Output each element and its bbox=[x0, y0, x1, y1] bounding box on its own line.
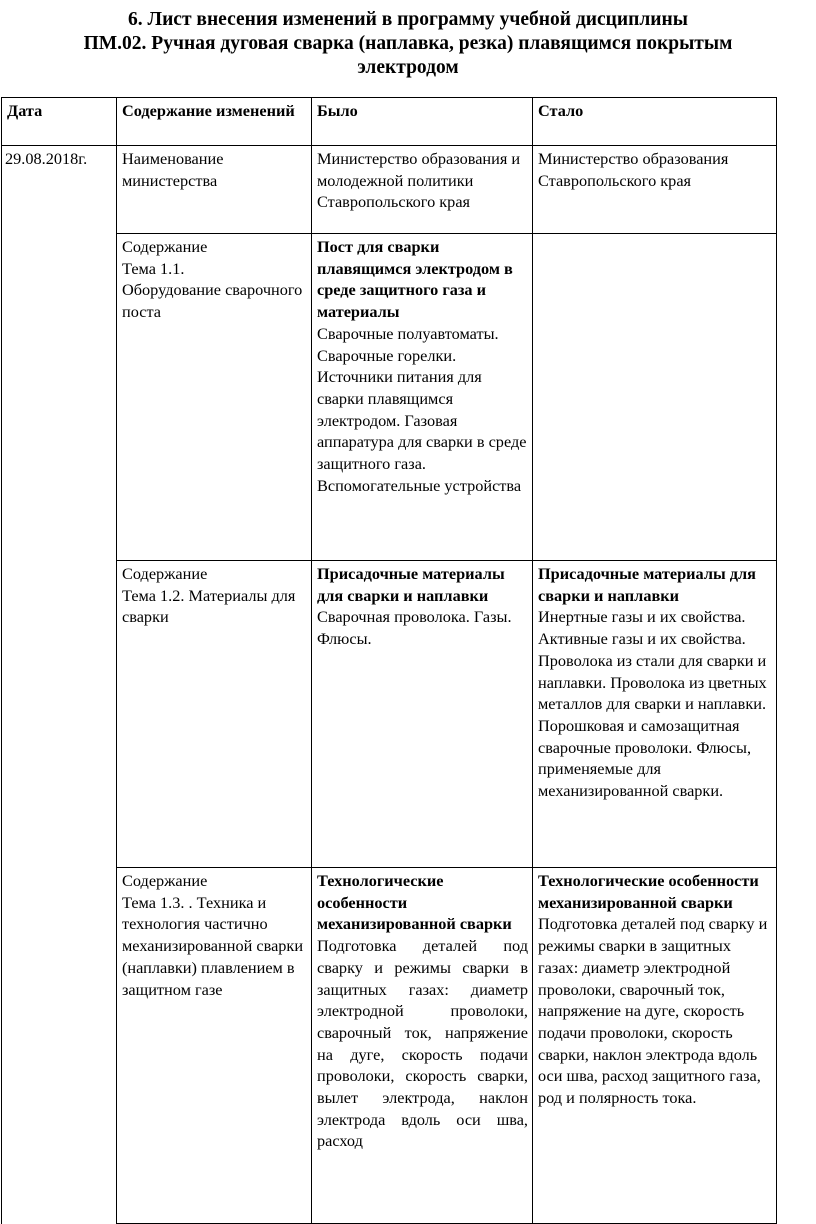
content-line: Тема 1.3. . Техника и технология частично механизированной сварки (наплавки) плавлением в защитном газе bbox=[122, 892, 304, 999]
title-line-2: ПМ.02. Ручная дуговая сварка (наплавка, резка) плавящимся покрытым bbox=[83, 33, 733, 54]
header-became: Стало bbox=[533, 98, 777, 146]
content-line: Тема 1.2. Материалы для сварки bbox=[122, 585, 296, 627]
table-row bbox=[2, 561, 777, 868]
was-cell bbox=[312, 561, 533, 868]
was-cell bbox=[312, 234, 533, 561]
was-cell bbox=[312, 146, 533, 234]
content-line: Содержание bbox=[122, 237, 208, 256]
title-line-3: электродом bbox=[357, 57, 459, 78]
content-line: Содержание bbox=[122, 871, 208, 890]
table-row bbox=[2, 146, 777, 234]
table-row bbox=[2, 868, 777, 1224]
title-line-1: 6. Лист внесения изменений в программу учебной дисциплины bbox=[128, 9, 688, 30]
content-line: министерства bbox=[122, 170, 218, 190]
became-text: Подготовка деталей под сварку и режимы сварки в защитных газах: диаметр электродной проволоки, сварочный ток, напряжение на дуге, скорость подачи проволоки, скорость сварки, наклон электрода вдоль оси шва, расход защитного газа, род и полярность тока. bbox=[538, 914, 768, 1108]
content-cell bbox=[117, 561, 312, 868]
became-cell bbox=[533, 868, 777, 1224]
was-cell bbox=[312, 868, 533, 1224]
table-row bbox=[2, 234, 777, 561]
date-cell: 29.08.2018г. bbox=[2, 146, 117, 1224]
content-line: Содержание bbox=[122, 564, 208, 583]
content-cell bbox=[117, 868, 312, 1224]
header-date: Дата bbox=[2, 98, 117, 146]
header-content: Содержание изменений bbox=[117, 98, 312, 146]
content-cell bbox=[117, 146, 312, 234]
became-heading: Присадочные материалы для сварки и наплавки bbox=[538, 564, 756, 605]
content-line: Оборудование сварочного поста bbox=[122, 280, 303, 322]
became-cell bbox=[533, 561, 777, 868]
became-cell bbox=[533, 146, 777, 234]
became-cell bbox=[533, 234, 777, 561]
was-text: Сварочная проволока. Газы. Флюсы. bbox=[317, 607, 512, 649]
header-was: Было bbox=[312, 98, 533, 146]
was-text: Подготовка деталей под сварку и режимы сварки в защитных газах: диаметр электродной проволоки, сварочный ток, напряжение на дуге, скорость подачи проволоки, скорость сварки, вылет электрода, наклон электрода вдоль оси шва, расход bbox=[317, 936, 528, 1151]
was-heading: Технологические особенности механизированной сварки bbox=[317, 871, 512, 934]
changes-table bbox=[1, 97, 777, 1224]
was-text: Сварочные полуавтоматы. Сварочные горелки. Источники питания для сварки плавящимся электродом. Газовая аппаратура для сварки в среде защитного газа. Вспомогательные устройства bbox=[317, 323, 527, 495]
was-heading: Пост для сварки плавящимся электродом в среде защитного газа и материалы bbox=[317, 237, 513, 322]
was-text: Министерство образования и молодежной политики Ставропольского края bbox=[317, 149, 521, 212]
became-text: Министерство образования Ставропольского края bbox=[538, 149, 729, 190]
was-heading: Присадочные материалы для сварки и наплавки bbox=[317, 564, 505, 605]
content-line: Тема 1.1. bbox=[122, 258, 185, 278]
document-title bbox=[20, 8, 796, 80]
content-cell bbox=[117, 234, 312, 561]
content-line: Наименование bbox=[122, 149, 224, 168]
became-heading: Технологические особенности механизированной сварки bbox=[538, 871, 759, 912]
became-text: Инертные газы и их свойства. Активные газы и их свойства. Проволока из стали для сварки и наплавки. Проволока из цветных металлов для сварки и наплавки. Порошковая и самозащитная сварочные проволоки. Флюсы, применяемые для механизированной сварки. bbox=[538, 607, 767, 801]
header-row bbox=[2, 98, 777, 146]
